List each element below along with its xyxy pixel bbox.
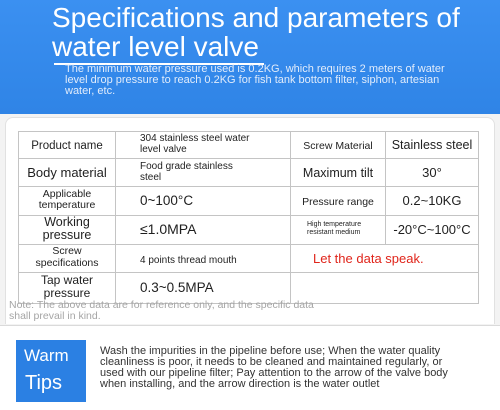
spec-label-cell (291, 216, 386, 245)
spec-value-applicable-temperature: 0~100°C (140, 193, 194, 208)
spec-row-body-material (19, 159, 479, 187)
spec-value-cell (116, 245, 291, 273)
spec-value-tap-water-pressure: 0.3~0.5MPA (140, 279, 214, 295)
spec-label-working-pressure: Working pressure (42, 215, 92, 242)
disclaimer-note (9, 300, 314, 321)
page-title-line-1: Specifications and parameters of (52, 2, 460, 33)
spec-label-pressure-range: Pressure range (302, 196, 374, 208)
spec-value-cell (116, 132, 291, 159)
spec-label-cell (291, 132, 386, 159)
spec-value-cell (386, 159, 479, 187)
spec-value-maximum-tilt: 30° (422, 164, 442, 180)
description-line: level drop pressure to reach 0.2KG for fish tank bottom filter, siphon, artesian (65, 74, 440, 86)
spec-label-cell (19, 216, 116, 245)
spec-value-cell (116, 216, 291, 245)
spec-value-cell (116, 187, 291, 216)
warm-tips-badge (16, 340, 86, 402)
tips-line: when installing, and the arrow direction is the water outlet (100, 378, 380, 390)
spec-value-working-pressure: ≤1.0MPA (140, 221, 197, 237)
spec-value-cell (386, 132, 479, 159)
page-title (52, 3, 460, 61)
tips-line: cleanliness is poor, it needs to be cleaned and maintained regularly, or (100, 356, 443, 368)
spec-row-screw-specifications (19, 245, 479, 273)
spec-empty-cell (291, 273, 479, 304)
spec-label-cell (19, 245, 116, 273)
spec-label-cell (19, 132, 116, 159)
spec-label-product-name: Product name (31, 140, 103, 152)
spec-value-body-material: Food grade stainless steel (140, 160, 233, 183)
note-line: shall prevail in kind. (9, 309, 101, 322)
description-line: water, etc. (65, 85, 116, 97)
spec-label-cell (291, 187, 386, 216)
spec-label-cell (291, 159, 386, 187)
spec-value-cell (386, 216, 479, 245)
spec-label-body-material: Body material (27, 164, 107, 180)
header-banner (0, 0, 500, 114)
spec-value-screw-specifications: 4 points thread mouth (140, 254, 237, 266)
spec-label-screw-material: Screw Material (303, 140, 373, 152)
spec-value-resistant-medium: -20°C~100°C (393, 222, 471, 237)
slogan-text: Let the data speak. (313, 250, 424, 266)
warm-tips-heading-line-1: Warm (24, 346, 69, 365)
page-title-line-2: water level valve (52, 31, 259, 62)
spec-label-screw-specifications: Screw specifications (35, 245, 99, 269)
note-line: Note: The above data are for reference only, and the specific data (9, 299, 314, 311)
header-description (65, 64, 445, 97)
spec-value-cell (386, 187, 479, 216)
spec-value-product-name: 304 stainless steel water level valve (140, 133, 250, 155)
slogan-cell (291, 245, 479, 273)
spec-row-product-name (19, 132, 479, 159)
spec-value-cell (116, 159, 291, 187)
spec-label-cell (19, 187, 116, 216)
tips-line: Wash the impurities in the pipeline before use; When the water quality (100, 345, 441, 357)
spec-label-maximum-tilt: Maximum tilt (302, 165, 374, 180)
spec-value-pressure-range: 0.2~10KG (402, 193, 462, 208)
spec-row-temperature (19, 187, 479, 216)
spec-label-tap-water-pressure: Tap water pressure (40, 273, 94, 300)
spec-label-applicable-temperature: Applicable temperature (38, 187, 96, 212)
tips-line: used with our pipeline filter; Pay attention to the arrow of the valve body (100, 367, 448, 379)
description-line: The minimum water pressure used is 0.2KG, which requires 2 meters of water (65, 63, 445, 75)
spec-row-working-pressure (19, 216, 479, 245)
warm-tips-heading-line-2: Tips (25, 372, 63, 394)
spec-label-resistant-medium: High temperature resistant medium (307, 221, 362, 236)
warm-tips-text (100, 346, 448, 390)
spec-label-cell (19, 159, 116, 187)
spec-value-screw-material: Stainless steel (391, 138, 473, 152)
specs-table (18, 131, 479, 304)
